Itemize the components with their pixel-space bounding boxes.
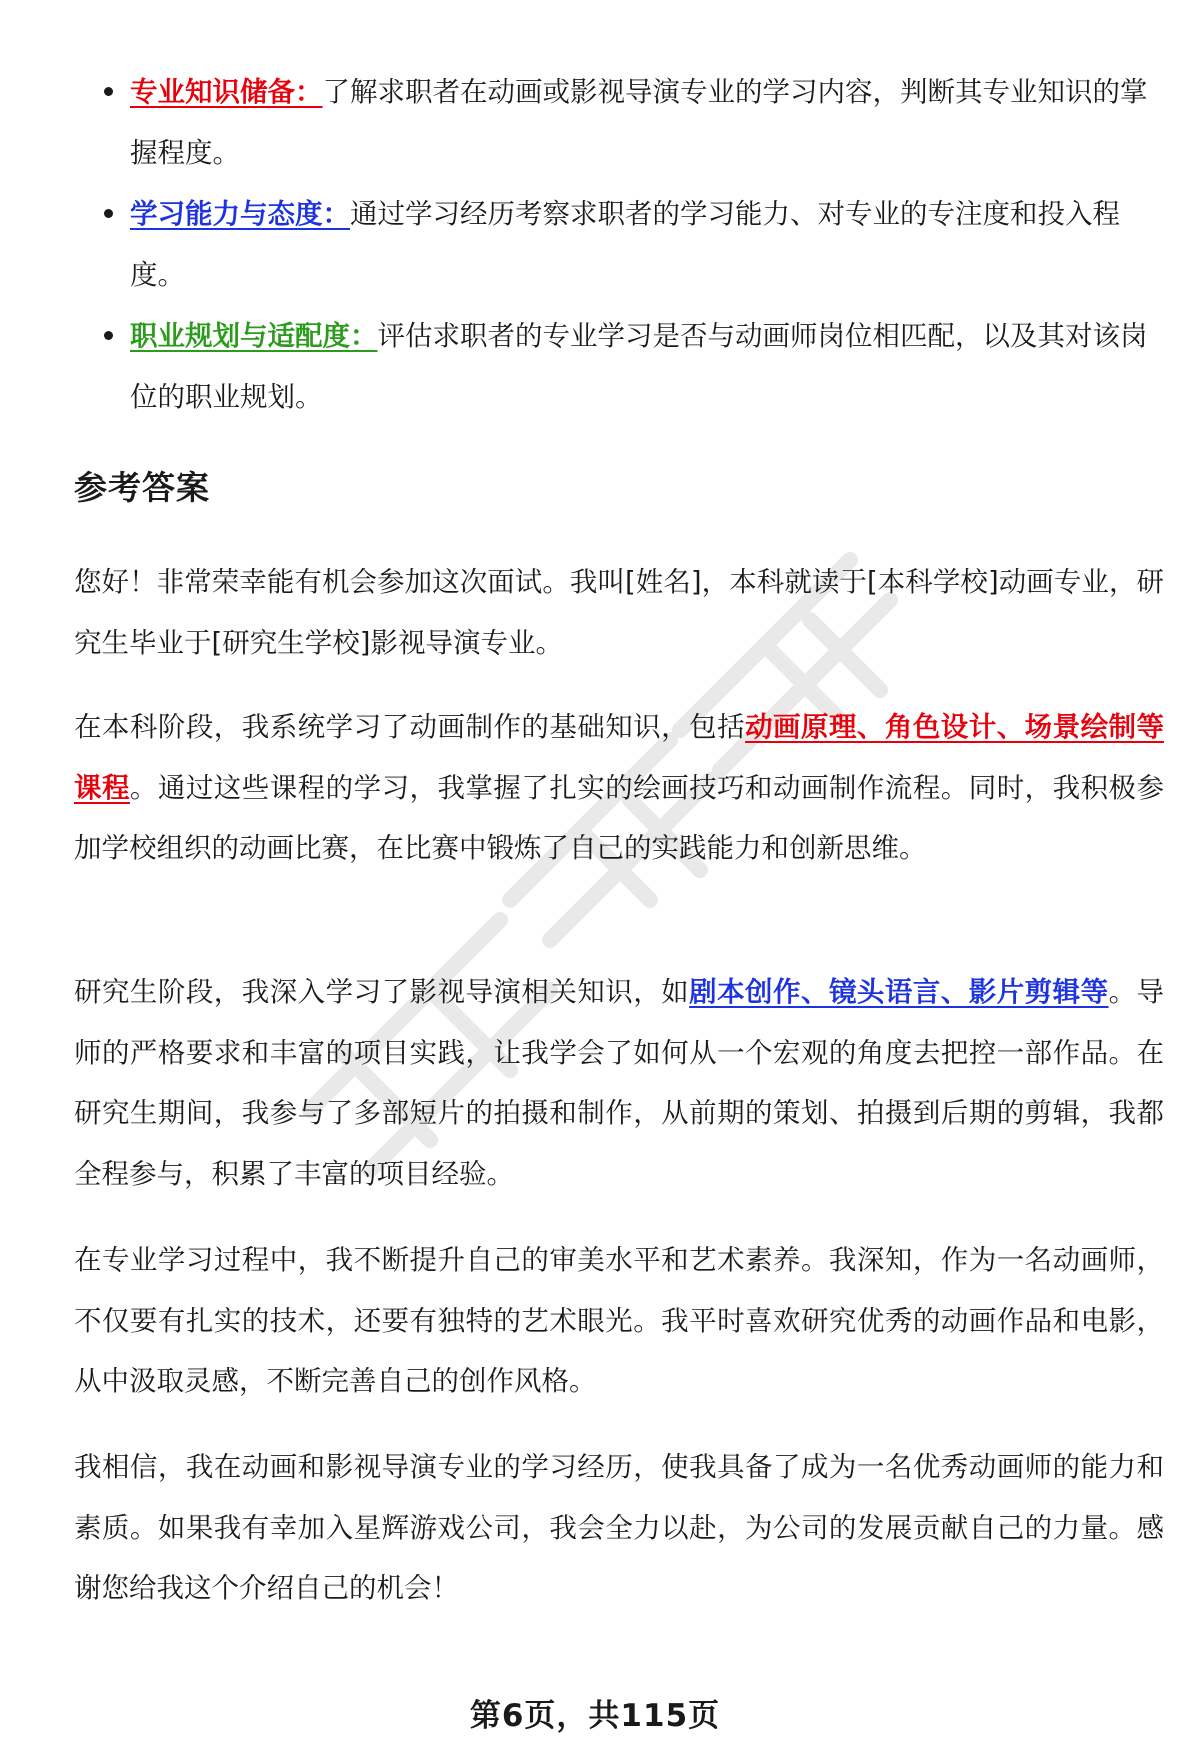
- answer-paragraph-aesthetics: 在专业学习过程中，我不断提升自己的审美水平和艺术素养。我深知，作为一名动画师，不仅要有扎实的技术，还要有独特的艺术眼光。我平时喜欢研究优秀的动画作品和电影，从中汲取灵感，不断完善自己的创作风格。: [74, 1244, 1164, 1397]
- paragraph-text: 研究生阶段，我深入学习了影视导演相关知识，如: [74, 976, 690, 1008]
- bullet-dot-icon: [104, 209, 113, 218]
- bullet-item-learning-ability: [74, 184, 1164, 306]
- highlight-courses: 动画原理、角色设计、场景绘制等课程: [74, 711, 1165, 804]
- bullet-keyword: 职业规划与适配度：: [130, 320, 378, 352]
- page-number-footer: 第6页，共115页: [469, 1698, 721, 1734]
- answer-paragraph-closing: 我相信，我在动画和影视导演专业的学习经历，使我具备了成为一名优秀动画师的能力和素质。如果我有幸加入星辉游戏公司，我会全力以赴，为公司的发展贡献自己的力量。感谢您给我这个介绍自己的机会！: [74, 1451, 1164, 1604]
- bullet-keyword: 专业知识储备：: [130, 76, 323, 108]
- bullet-dot-icon: [104, 331, 113, 340]
- answer-paragraph-undergraduate: [74, 697, 1164, 879]
- bullet-text: 通过学习经历考察求职者的学习能力、对专业的专注度和投入程度。: [130, 198, 1120, 291]
- highlight-skills: 剧本创作、镜头语言、影片剪辑等: [689, 976, 1109, 1008]
- paragraph-text: 。通过这些课程的学习，我掌握了扎实的绘画技巧和动画制作流程。同时，我积极参加学校组织的动画比赛，在比赛中锻炼了自己的实践能力和创新思维。: [74, 771, 1164, 864]
- evaluation-bullet-list: [74, 62, 1164, 428]
- answer-paragraph-graduate: [74, 962, 1164, 1204]
- bullet-keyword: 学习能力与态度：: [130, 198, 350, 230]
- bullet-item-career-fit: [74, 306, 1164, 428]
- bullet-dot-icon: [104, 87, 113, 96]
- bullet-text: 评估求职者的专业学习是否与动画师岗位相匹配，以及其对该岗位的职业规划。: [130, 320, 1148, 413]
- paragraph-text: 。导师的严格要求和丰富的项目实践，让我学会了如何从一个宏观的角度去把控一部作品。在研究生期间，我参与了多部短片的拍摄和制作，从前期的策划、拍摄到后期的剪辑，我都全程参与，积累了丰富的项目经验。: [74, 976, 1165, 1190]
- answer-paragraph-intro: 您好！非常荣幸能有机会参加这次面试。我叫[姓名]，本科就读于[本科学校]动画专业，研究生毕业于[研究生学校]影视导演专业。: [74, 566, 1164, 659]
- bullet-item-professional-knowledge: [74, 62, 1164, 184]
- bullet-text: 了解求职者在动画或影视导演专业的学习内容，判断其专业知识的掌握程度。: [130, 76, 1148, 169]
- section-heading: 参考答案: [74, 468, 210, 507]
- paragraph-text: 在本科阶段，我系统学习了动画制作的基础知识，包括: [74, 711, 746, 743]
